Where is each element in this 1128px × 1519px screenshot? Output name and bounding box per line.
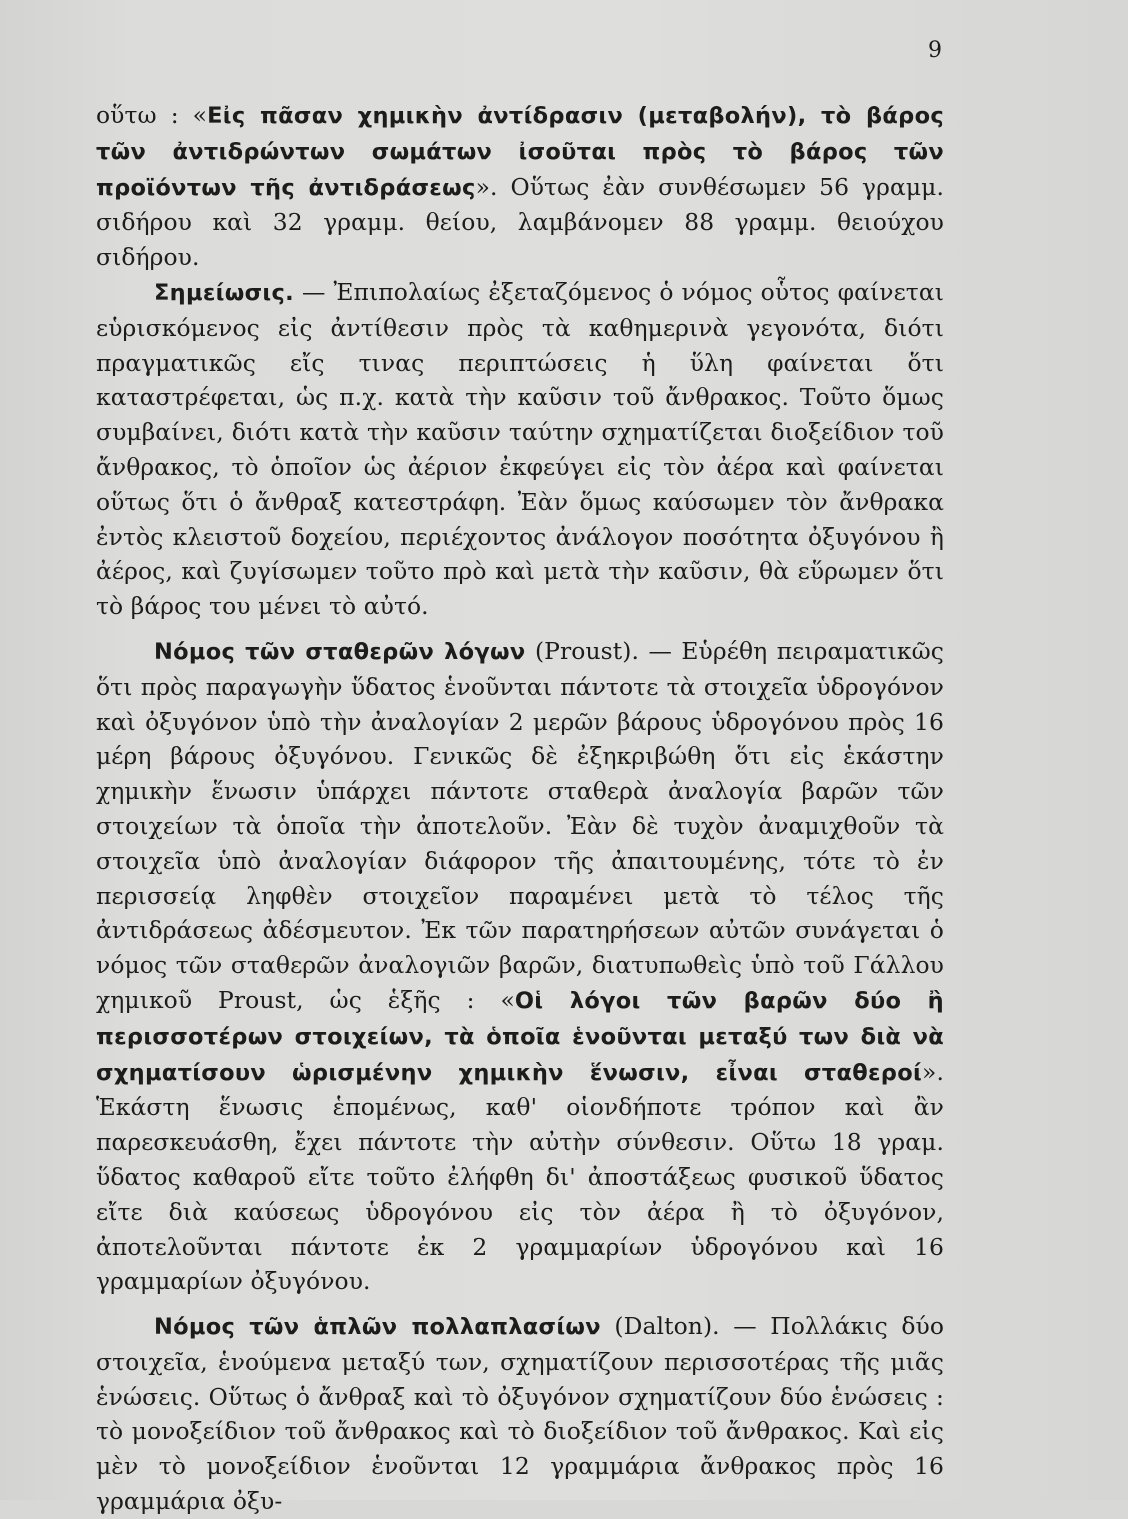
- paragraph-text: ». Ἑκάστη ἕνωσις ἑπομένως, καθ' οἱονδήποτε τρόπον καὶ ἂν παρεσκευάσθη, ἔχει πάντοτε τὴν αὐτὴν σύνθεσιν. Οὕτω 18 γραμ. ὕδατος καθαροῦ εἴτε τοῦτο ἐλήφθη δι' ἀποστάξεως φυσικοῦ ὕδατος εἴτε διὰ καύσεως ὑδρογόνου εἰς τὸν ἀέρα ἢ τὸ ὀξυγόνον, ἀποτελοῦνται πάντοτε ἐκ 2 γραμμαρίων ὑδρογόνου καὶ 16 γραμμαρίων ὀξυγόνου.: [96, 1057, 944, 1296]
- paragraph-text: οὕτω : «: [96, 101, 208, 129]
- paragraph-note: [96, 275, 944, 624]
- paragraph-gap: [96, 624, 944, 634]
- paragraph-conservation-law: [96, 98, 944, 275]
- page-number: 9: [928, 38, 942, 63]
- paragraph-text: — Ἐπιπολαίως ἐξεταζόμενος ὁ νόμος οὗτος φαίνεται εὑρισκόμενος εἰς ἀντίθεσιν πρὸς τὰ καθημερινὰ γεγονότα, διότι πραγματικῶς εἴς τινας περιπτώσεις ἡ ὕλη φαίνεται ὅτι καταστρέφεται, ὡς π.χ. κατὰ τὴν καῦσιν τοῦ ἄνθρακος. Τοῦτο ὅμως συμβαίνει, διότι κατὰ τὴν καῦσιν ταύτην σχηματίζεται διοξείδιον τοῦ ἄνθρακος, τὸ ὁποῖον ὡς ἀέριον ἐκφεύγει εἰς τὸν ἀέρα καὶ φαίνεται οὕτως ὅτι ὁ ἄνθραξ κατεστράφη. Ἐὰν ὅμως καύσωμεν τὸν ἄνθρακα ἐντὸς κλειστοῦ δοχείου, περιέχοντος ἀνάλογον ποσότητα ὀξυγόνου ἢ ἀέρος, καὶ ζυγίσωμεν τοῦτο πρὸ καὶ μετὰ τὴν καῦσιν, θὰ εὕρωμεν ὅτι τὸ βάρος του μένει τὸ αὐτό.: [96, 277, 944, 621]
- law-statement: Οἱ λόγοι τῶν βαρῶν δύο ἢ περισσοτέρων στοιχείων, τὰ ὁποῖα ἑνοῦνται μεταξύ των διὰ νὰ σχηματίσουν ὡρισμένην χημικὴν ἕνωσιν, εἶναι σταθεροί: [96, 987, 944, 1086]
- paragraph-text: ». Οὕτως ἐὰν συνθέσωμεν 56 γραμμ. σιδήρου καὶ 32 γραμμ. θείου, λαμβάνομεν 88 γραμμ. θειούχου σιδήρου.: [96, 172, 944, 272]
- law-statement: Εἰς πᾶσαν χημικὴν ἀντίδρασιν (μεταβολήν), τὸ βάρος τῶν ἀντιδρώντων σωμάτων ἰσοῦται πρὸς τὸ βάρος τῶν προϊόντων τῆς ἀντιδράσεως: [96, 103, 944, 201]
- body-text: [96, 98, 944, 1519]
- paragraph-proust-law: [96, 634, 944, 1299]
- note-heading: Σημείωσις.: [154, 279, 294, 306]
- paragraph-dalton-law: [96, 1309, 944, 1519]
- paragraph-text: (Dalton). — Πολλάκις δύο στοιχεῖα, ἑνούμενα μεταξύ των, σχηματίζουν περισσοτέρας τῆς μιᾶς ἑνώσεις. Οὕτως ὁ ἄνθραξ καὶ τὸ ὀξυγόνον σχηματίζουν δύο ἑνώσεις : τὸ μονοξείδιον τοῦ ἄνθρακος καὶ τὸ διοξείδιον τοῦ ἄνθρακος. Καὶ εἰς μὲν τὸ μονοξείδιον ἑνοῦνται 12 γραμμάρια ἄνθρακος πρὸς 16 γραμμάρια ὀξυ-: [96, 1312, 944, 1516]
- section-heading: Νόμος τῶν ἁπλῶν πολλαπλασίων: [154, 1314, 601, 1341]
- paragraph-gap: [96, 1299, 944, 1309]
- section-heading: Νόμος τῶν σταθερῶν λόγων: [154, 638, 526, 665]
- paragraph-text: (Proust). — Εὑρέθη πειραματικῶς ὅτι πρὸς παραγωγὴν ὕδατος ἑνοῦνται πάντοτε τὰ στοιχεῖα ὑδρογόνον καὶ ὀξυγόνον ὑπὸ τὴν ἀναλογίαν 2 μερῶν βάρους ὑδρογόνου πρὸς 16 μέρη βάρους ὀξυγόνου. Γενικῶς δὲ ἐξηκριβώθη ὅτι εἰς ἑκάστην χημικὴν ἕνωσιν ὑπάρχει πάντοτε σταθερὰ ἀναλογία βαρῶν τῶν στοιχείων τὰ ὁποῖα τὴν ἀποτελοῦν. Ἐὰν δὲ τυχὸν ἀναμιχθοῦν τὰ στοιχεῖα ὑπὸ ἀναλογίαν διάφορον τῆς ἀπαιτουμένης, τότε τὸ ἐν περισσείᾳ ληφθὲν στοιχεῖον παραμένει μετὰ τὸ τέλος τῆς ἀντιδράσεως ἀδέσμευτον. Ἐκ τῶν παρατηρήσεων αὐτῶν συνάγεται ὁ νόμος τῶν σταθερῶν ἀναλογιῶν βαρῶν, διατυπωθεὶς ὑπὸ τοῦ Γάλλου χημικοῦ Proust, ὡς ἑξῆς : «: [96, 636, 944, 1014]
